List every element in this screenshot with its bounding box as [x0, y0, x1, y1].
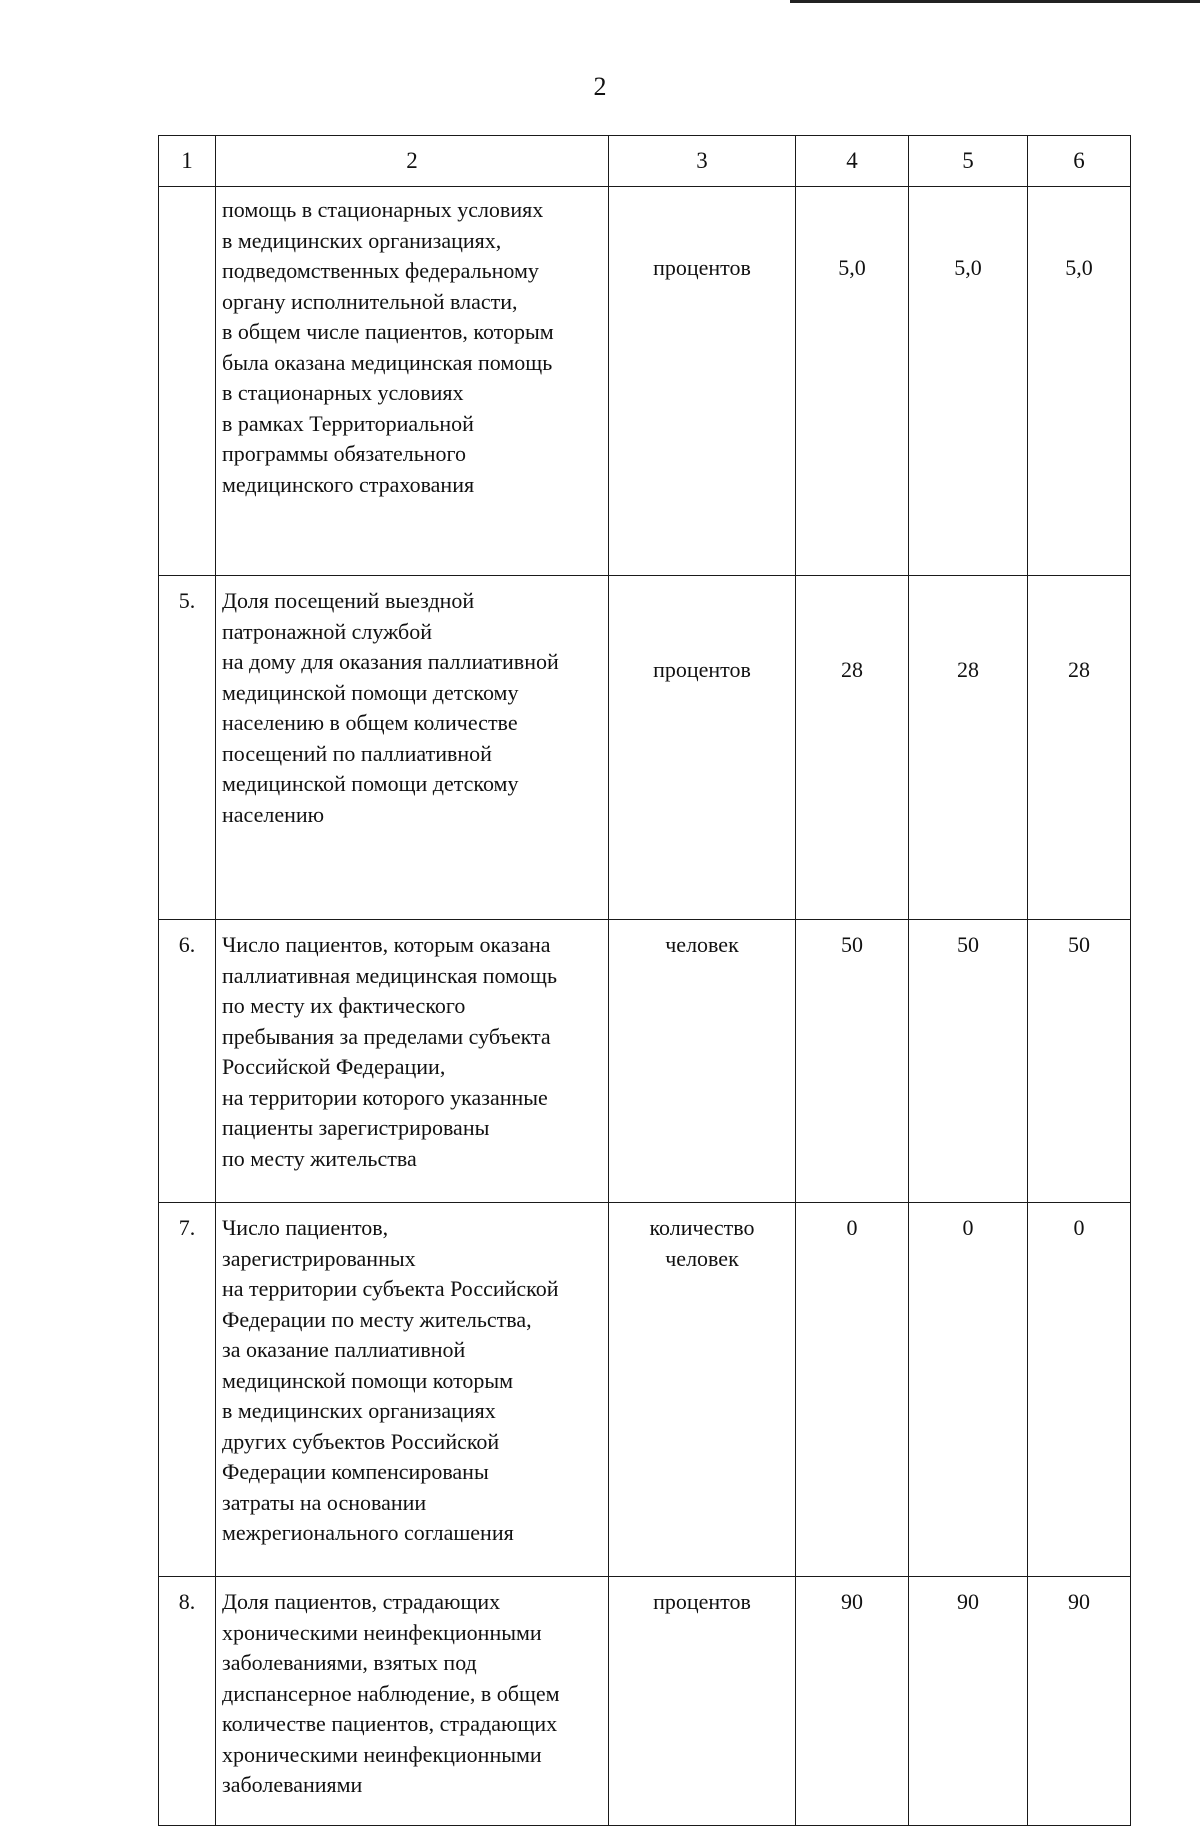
row-value-col6: 50 — [1028, 920, 1131, 1203]
row-unit: процентов — [609, 187, 796, 576]
row-value-col6: 90 — [1028, 1577, 1131, 1826]
row-value-col5: 28 — [909, 576, 1028, 920]
table-header-row — [159, 136, 1131, 187]
row-unit: человек — [609, 920, 796, 1203]
table-row — [159, 187, 1131, 576]
table-row — [159, 576, 1131, 920]
table-row — [159, 1203, 1131, 1577]
row-unit: процентов — [609, 576, 796, 920]
row-value-col4: 90 — [796, 1577, 909, 1826]
row-number: 6. — [159, 920, 216, 1203]
header-cell-2: 2 — [216, 136, 609, 187]
header-cell-3: 3 — [609, 136, 796, 187]
row-description: Доля посещений выездной патронажной службой на дому для оказания паллиативной медицинской помощи детскому населению в общем количестве посещений по паллиативной медицинской помощи детскому населению — [216, 576, 609, 920]
row-number — [159, 187, 216, 576]
row-unit: количество человек — [609, 1203, 796, 1577]
row-value-col4: 28 — [796, 576, 909, 920]
row-value-col4: 0 — [796, 1203, 909, 1577]
row-value-col4: 50 — [796, 920, 909, 1203]
table-row — [159, 1577, 1131, 1826]
row-number: 7. — [159, 1203, 216, 1577]
page-number: 2 — [593, 72, 607, 101]
row-value-col6: 5,0 — [1028, 187, 1131, 576]
row-value-col4: 5,0 — [796, 187, 909, 576]
row-number: 8. — [159, 1577, 216, 1826]
row-description: помощь в стационарных условиях в медицинских организациях, подведомственных федеральному органу исполнительной власти, в общем числе пациентов, которым была оказана медицинская помощь в стационарных условиях в рамках Территориальной программы обязательного медицинского страхования — [216, 187, 609, 576]
row-description: Доля пациентов, страдающих хроническими неинфекционными заболеваниями, взятых под диспансерное наблюдение, в общем количестве пациентов, страдающих хроническими неинфекционными заболеваниями — [216, 1577, 609, 1826]
row-value-col6: 0 — [1028, 1203, 1131, 1577]
row-value-col6: 28 — [1028, 576, 1131, 920]
row-description: Число пациентов, которым оказана паллиативная медицинская помощь по месту их фактического пребывания за пределами субъекта Российской Федерации, на территории которого указанные пациенты зарегистрированы по месту жительства — [216, 920, 609, 1203]
row-number: 5. — [159, 576, 216, 920]
row-value-col5: 90 — [909, 1577, 1028, 1826]
header-cell-4: 4 — [796, 136, 909, 187]
row-unit: процентов — [609, 1577, 796, 1826]
table-row — [159, 920, 1131, 1203]
header-cell-1: 1 — [159, 136, 216, 187]
indicators-table — [158, 135, 1131, 1826]
row-value-col5: 5,0 — [909, 187, 1028, 576]
header-cell-5: 5 — [909, 136, 1028, 187]
row-value-col5: 0 — [909, 1203, 1028, 1577]
header-cell-6: 6 — [1028, 136, 1131, 187]
row-description: Число пациентов, зарегистрированных на территории субъекта Российской Федерации по месту жительства, за оказание паллиативной медицинской помощи которым в медицинских организациях других субъектов Российской Федерации компенсированы затраты на основании межрегионального соглашения — [216, 1203, 609, 1577]
scan-edge-line — [790, 0, 1200, 3]
row-value-col5: 50 — [909, 920, 1028, 1203]
